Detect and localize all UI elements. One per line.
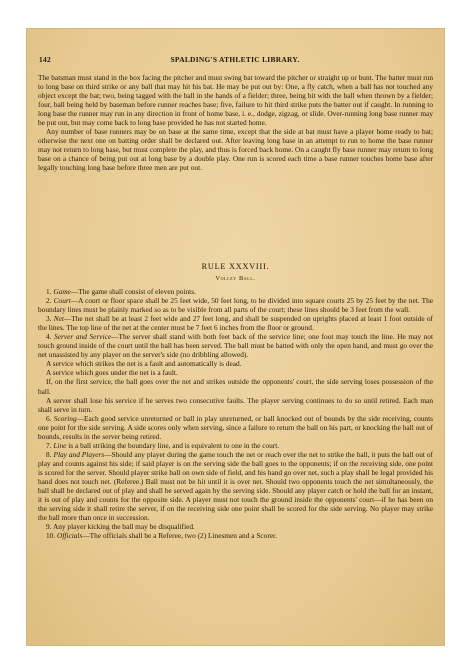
paragraph: The batsman must stand in the box facing the pitcher and must swing bat toward the pitcher or straight up or bunt. The batter must run to long base on third strike or any ball that may hit his bat. He may be put out by: One, a fly catch, when a ball has not touched any object except the bat; two, being tagged with the ball in the hands of a fielder; three, being hit with the ball when thrown by a fielder; four, ball being held by baseman before runner reaches base; five, failure to hit third strike puts the batter out if caught. In running to long base the runner may run in any direction in front of home base, i. e., dodge, zigzag, or slide. Over-running long base runner may be put out, but may come back to long base provided he has not started home. bbox=[38, 73, 433, 128]
book-page bbox=[27, 29, 444, 645]
rule-item: 2. Court—A court or floor space shall be 25 feet wide, 50 feet long, to be divided into square courts 25 by 25 feet by the net. The boundary lines must be plainly marked so as to be visible from all parts of the court; these lines should be 3 feet from the wall. bbox=[38, 296, 433, 315]
rule-heading: RULE XXXVIII. bbox=[201, 262, 270, 271]
rule-item: If, on the first service, the ball goes over the net and strikes outside the opponents' court, the side serving loses possession of the ball. bbox=[38, 377, 433, 396]
paragraph: Any number of base runners may be on base at the same time, except that the side at bat must have a player home ready to bat; otherwise the next one on batting order shall be declared out. After leaving long base in an attempt to run to home the base runner may not return to long base, but must complete the play, and thus is forced back home. On a caught fly base runner may return to long base on a chance of being put out at long base by a double play. One run is scored each time a base runner touches home base after legally touching long base before three men are put out. bbox=[38, 127, 433, 173]
rule-item: A server shall lose his service if he serves two consecutive faults. The player serving continues to do so until retired. Each man shall serve in turn. bbox=[38, 395, 433, 414]
page-number: 142 bbox=[39, 55, 51, 64]
rule-subheading: Volley Ball. bbox=[215, 275, 256, 282]
rule-item: 1. Game—The game shall consist of eleven points. bbox=[46, 287, 196, 296]
rule-item: 8. Play and Players—Should any player during the game touch the net or reach over the net to strike the ball, it puts the ball out of play and counts against his side; if said player is on the serving side the ball goes to the opponents; if on the receiving side, one point is scored for the server. Should player strike ball on own side of field, and his hand go over net, such a play shall be legal provided his hand does not touch net. (Referee.) Ball must not be hit until it is over net. Should two opponents touch the net simultaneously, the ball shall be declared out of play and shall be served again by the serving side. Should any player catch or hold the ball for an instant, it is out of play and counts for the opposite side. A player must not touch the ground inside the opponents' court—if he has been on the serving side it shall retire the server, if on the receiving side one point shall be scored for the side serving. No player may strike the ball more than once in succession. bbox=[38, 449, 433, 523]
rule-item: 4. Server and Service—The server shall stand with both feet back of the service line; one foot may touch the line. He may not touch ground inside of the court until the ball has been served. The ball must be batted with only the open hand, and must go over the net unassisted by any player on the server's side (no dribbling allowed). bbox=[38, 332, 434, 360]
rule-item: 10. Officials—The officials shall be a Referee, two (2) Linesmen and a Scorer. bbox=[46, 531, 277, 541]
volley-ball-rules bbox=[38, 287, 433, 540]
rule-item: A service which strikes the net is a fault and automatically is dead. bbox=[46, 359, 242, 369]
running-title: SPALDING'S ATHLETIC LIBRARY. bbox=[170, 55, 300, 64]
rule-item: 7. Line is a ball striking the boundary line, and is equivalent to one in the court. bbox=[46, 440, 280, 450]
rule-item: 3. Net—The net shall be at least 2 feet wide and 27 feet long, and shall be suspended on uprights placed at least 1 foot outside of the lines. The top line of the net at the center must be 7 feet 6 inches from the floor or ground. bbox=[38, 314, 433, 333]
running-header bbox=[39, 55, 431, 67]
rule-item: 6. Scoring—Each good service unreturned or ball in play unreturned, or ball knocked out of bounds by the side receiving, counts one point for the side serving. A side scores only when serving, since a failure to return the ball on his part, or knocking the ball out of bounds, results in the server being retired. bbox=[38, 413, 434, 441]
rule-item: 9. Any player kicking the ball may be disqualified. bbox=[46, 522, 195, 532]
baseball-rules-text bbox=[38, 73, 433, 173]
rule-item: A service which goes under the net is a fault. bbox=[46, 368, 178, 378]
